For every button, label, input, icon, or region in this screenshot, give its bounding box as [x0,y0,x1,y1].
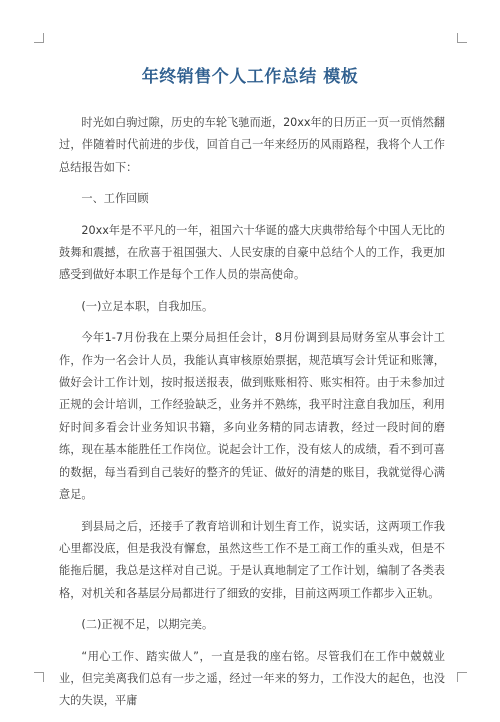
crop-mark-bottom-right [457,672,467,682]
crop-mark-top-left [34,33,44,43]
section-heading-review: 一、工作回顾 [81,192,149,206]
crop-mark-bottom-left [34,672,44,682]
paragraph-training-work: 到县局之后，还接手了教育培训和计划生育工作，说实话，这两项工作我心里都没底，但是我没有懈怠，虽然这些工作不是工商工作的重头戏，但是不能拖后腿，我总是这样对自己说。于是认真地制定了工作计划，编制了各类表格，对机关和各基层分局都进行了细致的安排，目前这两项工作都步入正轨。 [59,519,445,600]
crop-mark-top-right [457,33,467,43]
document-body [59,112,445,722]
paragraph-intro: 时光如白驹过隙，历史的车轮飞驰而逝，20xx年的日历正一页一页悄然翻过，伴随着时代前进的步伐，回首自己一年来经历的风雨路程，我将个人工作总结报告如下： [59,116,445,174]
subsection-heading-2: (二)正视不足，以期完美。 [81,618,214,632]
paragraph-motto: “用心工作、踏实做人”，一直是我的座右铭。尽管我们在工作中兢兢业业，但完美离我们总有一步之遥，经过一年来的努力，工作没大的起色，也没大的失误，平庸 [59,649,445,708]
subsection-heading-1: (一)立足本职，自我加压。 [81,299,214,313]
paragraph-accounting-work: 今年1-7月份我在上栗分局担任会计，8月份调到县局财务室从事会计工作，作为一名会计人员，我能认真审核原始票据，规范填写会计凭证和账簿，做好会计工作计划，按时报送报表，做到账账相符、账实相符。由于未参加过正规的会计培训，工作经验缺乏，业务并不熟练，我平时注意自我加压，利用好时间多看会计业务知识书籍，多向业务精的同志请教，经过一段时间的磨练，现在基本能胜任工作岗位。说起会计工作，没有炫人的成绩，看不到可喜的数据，每当看到自己装好的整齐的凭证、做好的清楚的账目，我就觉得心满意足。 [59,331,445,502]
paragraph-year-overview: 20xx年是不平凡的一年，祖国六十华诞的盛大庆典带给每个中国人无比的鼓舞和震撼，在欣喜于祖国强大、人民安康的自豪中总结个人的工作，我更加感受到做好本职工作是每个工作人员的崇高使命。 [59,223,445,282]
document-title: 年终销售个人工作总结 模板 [141,67,359,87]
